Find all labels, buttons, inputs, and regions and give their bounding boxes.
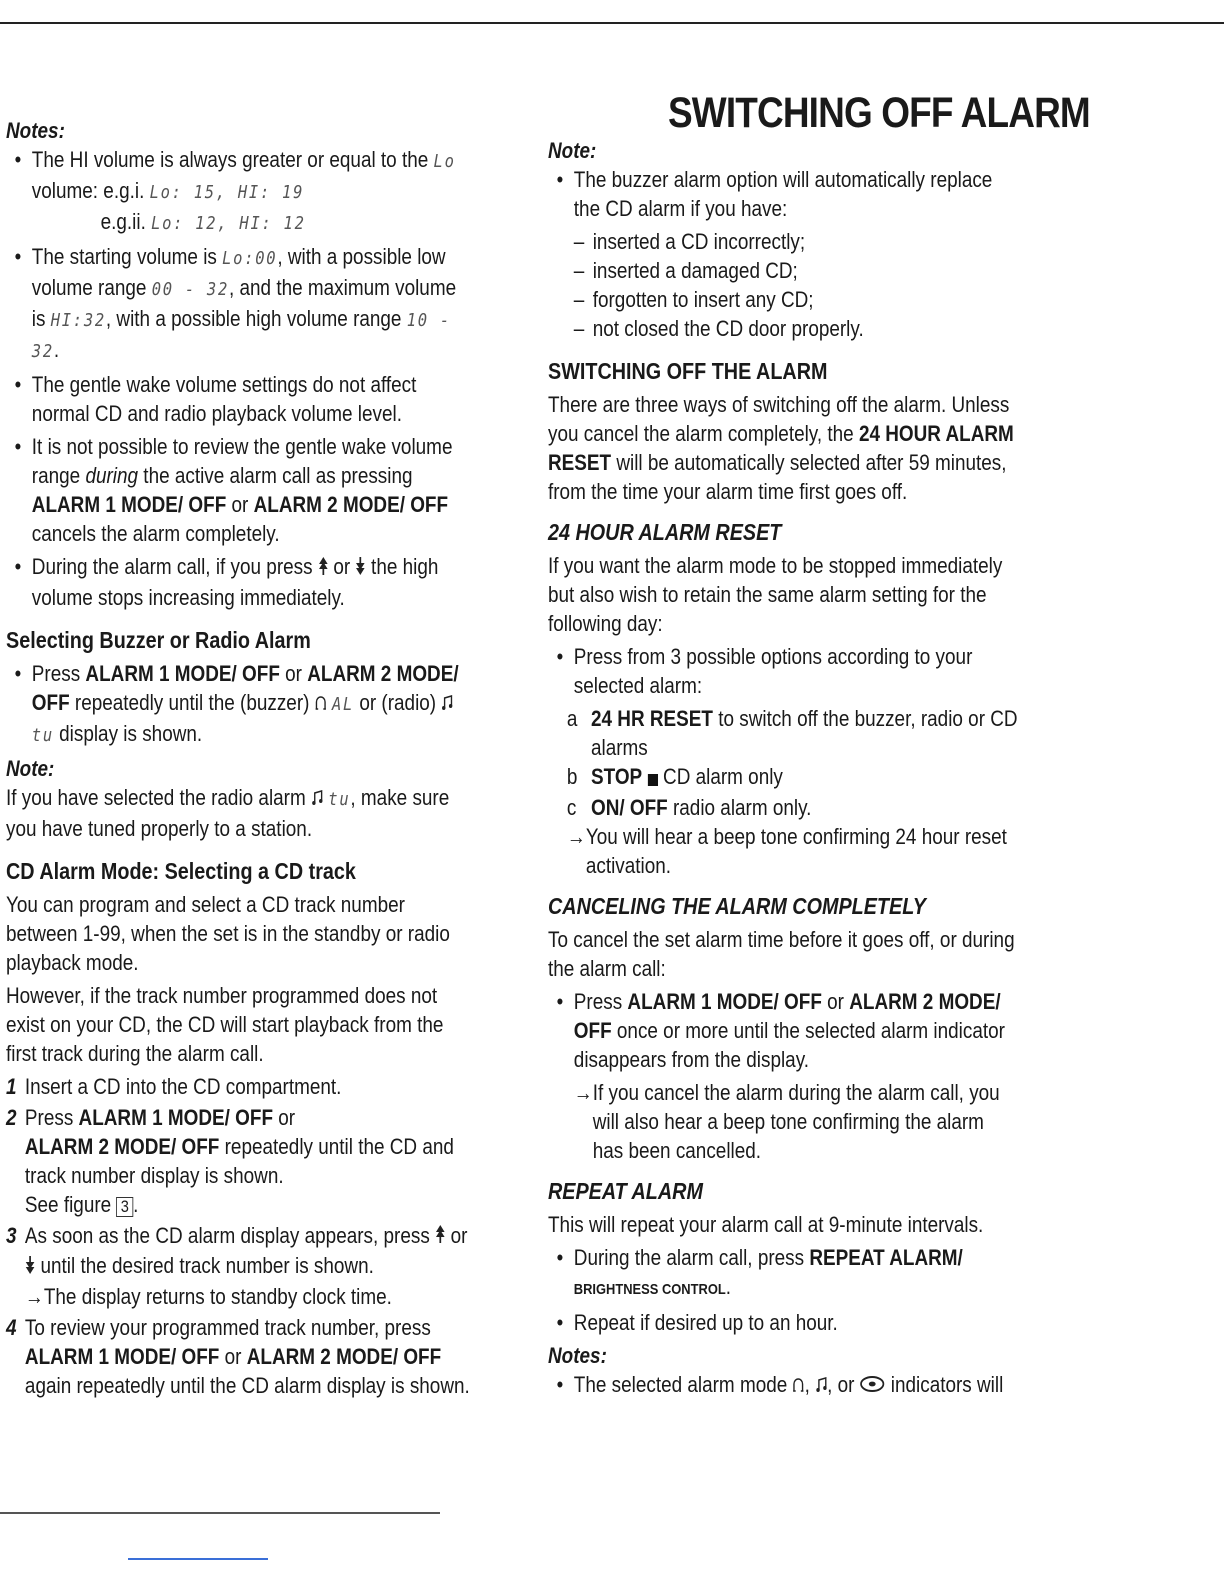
- list-item: • Repeat if desired up to an hour.: [548, 1308, 1019, 1337]
- lcd-display-text: Lo: 12, HI: 12: [151, 213, 306, 234]
- section-heading: SWITCHING OFF THE ALARM: [548, 358, 828, 384]
- result-line: → The display returns to standby clock time.: [25, 1282, 470, 1311]
- steps-list: [6, 1072, 470, 1400]
- lcd-display-text: 00 - 32: [151, 279, 229, 300]
- paragraph: This will repeat your alarm call at 9-minute intervals.: [548, 1211, 984, 1237]
- paragraph: To cancel the set alarm time before it goes off, or during the alarm call:: [548, 926, 1015, 981]
- figure-reference: 3: [116, 1197, 133, 1217]
- option-item: a 24 HR RESET to switch off the buzzer, radio or CD alarms: [566, 706, 1018, 760]
- dash-list: [574, 227, 1019, 343]
- paragraph: If you want the alarm mode to be stopped immediately but also wish to retain the same alarm setting for the following day:: [548, 553, 1003, 636]
- top-rule: [0, 22, 1224, 24]
- option-item: c ON/ OFF radio alarm only.: [566, 794, 812, 820]
- list-item: • The buzzer alarm option will automatically replace the CD alarm if you have:: [548, 165, 1019, 223]
- radio-note-icon: [815, 1371, 827, 1400]
- step-item: 4 To review your programmed track number, press ALARM 1 MODE/ OFF or ALARM 2 MODE/ OFF again repeatedly until the CD alarm display is shown.: [6, 1315, 470, 1399]
- result-line: → You will hear a beep tone confirming 24 hour reset activation.: [567, 822, 1019, 880]
- result-line: → If you cancel the alarm during the alarm call, you will also hear a beep tone confirming the alarm has been cancelled.: [574, 1078, 1019, 1165]
- up-arrow-icon: [435, 1222, 445, 1251]
- up-arrow-icon: [318, 554, 328, 583]
- stop-icon: [647, 764, 657, 793]
- subsection-heading: REPEAT ALARM: [548, 1177, 703, 1204]
- cd-icon: [860, 1371, 886, 1400]
- step-item: 3 As soon as the CD alarm display appears, press or until the desired track number is shown. → The display returns to standby clock time.: [6, 1221, 470, 1311]
- paragraph: You can program and select a CD track number between 1-99, when the set is in the standby or radio playback mode.: [6, 891, 450, 975]
- page-link-line: [128, 1558, 268, 1560]
- list-item: • Press ALARM 1 MODE/ OFF or ALARM 2 MODE/ OFF repeatedly until the (buzzer) AL or (radio) tu display is shown.: [6, 659, 470, 750]
- option-item: b STOP CD alarm only: [567, 762, 1019, 793]
- down-arrow-icon: [25, 1253, 35, 1282]
- lcd-display-text: tu: [31, 724, 54, 746]
- lcd-display-text: HI:32: [50, 310, 106, 331]
- note-heading: Note:: [548, 138, 597, 163]
- page-title: SWITCHING OFF ALARM: [668, 88, 1090, 137]
- list-item: – inserted a damaged CD;: [574, 256, 1019, 285]
- notes-heading: Notes:: [548, 1342, 607, 1368]
- list-item: • It is not possible to review the gentle wake volume range during the active alarm call as pressing ALARM 1 MODE/ OFF or ALARM 2 MODE/ OFF cancels the alarm completely.: [6, 432, 470, 548]
- buzzer-icon: [793, 1371, 805, 1400]
- lcd-display-text: Lo: 15, HI: 19: [149, 182, 305, 203]
- paragraph: However, if the track number programmed does not exist on your CD, the CD will start playback from the first track during the alarm call.: [6, 982, 444, 1066]
- note-heading: Note:: [6, 755, 55, 781]
- section-heading: CD Alarm Mode: Selecting a CD track: [6, 857, 356, 884]
- radio-note-icon: [311, 784, 323, 813]
- list-item: • The gentle wake volume settings do not affect normal CD and radio playback volume level.: [6, 370, 470, 428]
- lcd-display-text: tu: [328, 788, 351, 810]
- list-item: • During the alarm call, press REPEAT ALARM/ BRIGHTNESS CONTROL.: [548, 1243, 1019, 1304]
- step-item: 2 Press ALARM 1 MODE/ OFF or ALARM 2 MODE/ OFF repeatedly until the CD and track number display is shown. See figure 3 .: [6, 1104, 454, 1217]
- lcd-display-text: Lo:00: [222, 248, 278, 269]
- list-item: • The starting volume is Lo:00, with a possible low volume range 00 - 32, and the maximum volume is HI:32, with a possible high volume range 10 - 32.: [6, 242, 470, 366]
- section-heading: Selecting Buzzer or Radio Alarm: [6, 626, 311, 653]
- lcd-display-text: AL: [331, 693, 355, 715]
- step-item: 1 Insert a CD into the CD compartment.: [6, 1073, 342, 1099]
- list-item: • During the alarm call, if you press or the high volume stops increasing immediately.: [6, 552, 470, 612]
- notes-heading: Notes:: [6, 118, 65, 143]
- options-list: [567, 704, 1019, 822]
- left-column: [6, 116, 546, 1402]
- list-item: • Press from 3 possible options according to your selected alarm:: [548, 642, 1019, 700]
- buzzer-icon: [315, 689, 327, 718]
- list-item: • Press ALARM 1 MODE/ OFF or ALARM 2 MODE/ OFF once or more until the selected alarm indicator disappears from the display.: [548, 987, 1019, 1074]
- bottom-rule: [0, 1512, 440, 1514]
- lcd-display-text: 10 - 32: [31, 310, 451, 362]
- list-item: – inserted a CD incorrectly;: [574, 227, 1019, 256]
- radio-note: If you have selected the radio alarm tu, make sure you have tuned properly to a station.: [6, 784, 450, 841]
- down-arrow-icon: [355, 554, 365, 583]
- subsection-heading: 24 HOUR ALARM RESET: [548, 519, 782, 545]
- right-column: [548, 136, 1096, 1404]
- radio-note-icon: [441, 689, 453, 718]
- subsection-heading: CANCELING THE ALARM COMPLETELY: [548, 892, 927, 919]
- notes-list: [6, 145, 470, 612]
- list-item: • The HI volume is always greater or equal to the Lo volume: e.g.i. Lo: 15, HI: 19 e.g.ii. Lo: 12, HI: 12: [6, 145, 470, 238]
- paragraph: There are three ways of switching off the alarm. Unless you cancel the alarm completely, the 24 HOUR ALARM RESET will be automatically selected after 59 minutes, from the time your alarm time first goes off.: [548, 392, 1014, 504]
- list-item: – forgotten to insert any CD;: [574, 285, 1019, 314]
- list-item: • The selected alarm mode , , or indicators will: [548, 1370, 1019, 1401]
- list-item: – not closed the CD door properly.: [574, 314, 1019, 343]
- lcd-display-text: Lo: [433, 151, 456, 172]
